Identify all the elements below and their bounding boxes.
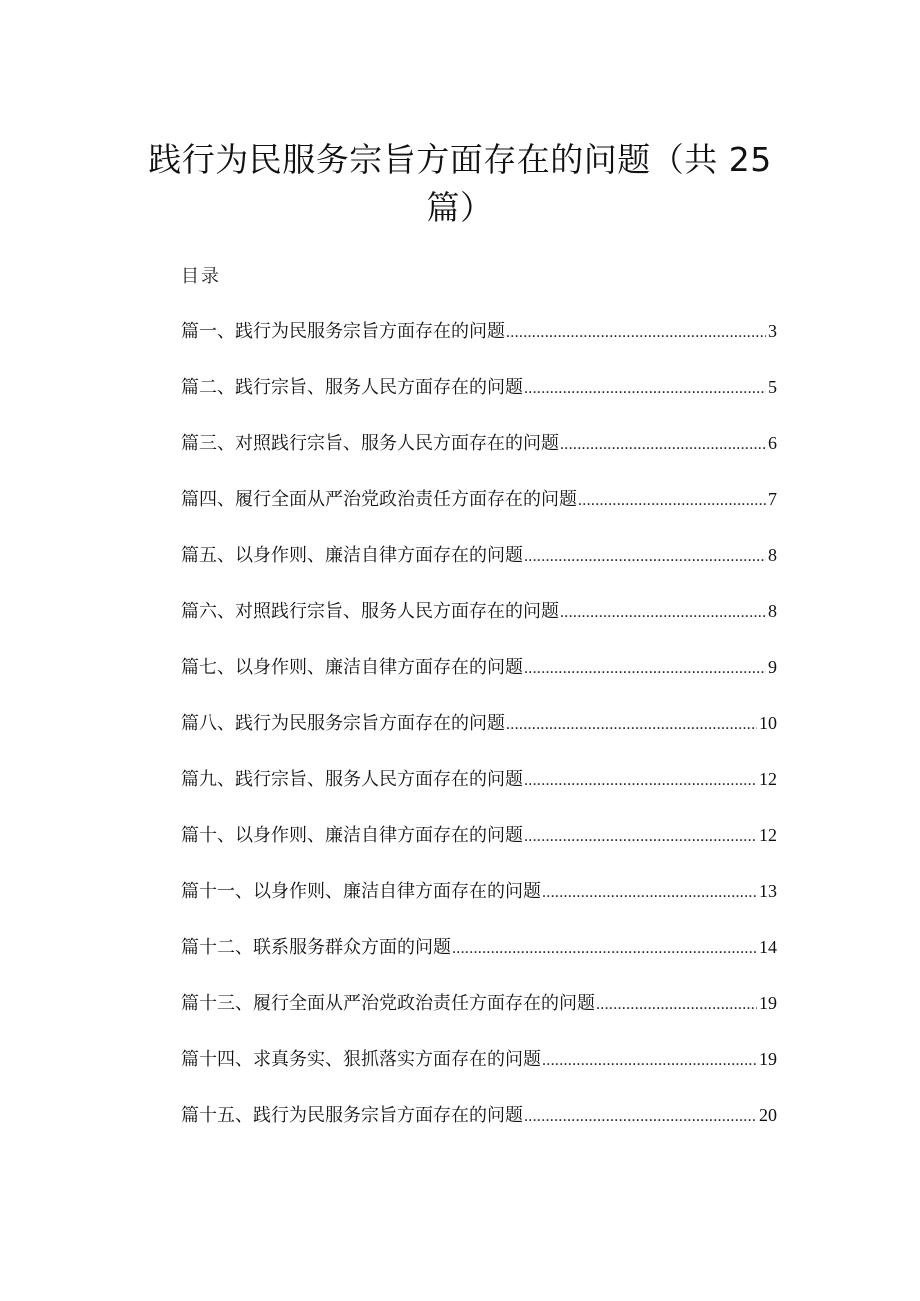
toc-entry-label: 篇一、践行为民服务宗旨方面存在的问题: [181, 321, 505, 342]
toc-entry-label: 篇十五、践行为民服务宗旨方面存在的问题: [181, 1105, 523, 1126]
toc-page-number: 19: [759, 993, 777, 1013]
toc-page-number: 12: [759, 769, 777, 789]
toc-entry-label: 篇十四、求真务实、狠抓落实方面存在的问题: [181, 1049, 541, 1070]
toc-entry-2[interactable]: [181, 371, 777, 427]
toc-page-number: 6: [768, 433, 777, 453]
toc-entry-1[interactable]: [181, 315, 777, 371]
toc-dot-leader: [452, 933, 757, 965]
toc-page-number: 19: [759, 1049, 777, 1069]
toc-dot-leader: [524, 541, 766, 573]
toc-entry-label: 篇十三、履行全面从严治党政治责任方面存在的问题: [181, 993, 595, 1014]
toc-page-number: 12: [759, 825, 777, 845]
toc-entry-10[interactable]: [181, 819, 777, 875]
toc-entry-label: 篇二、践行宗旨、服务人民方面存在的问题: [181, 377, 523, 398]
toc-dot-leader: [560, 429, 766, 461]
toc-entry-label: 篇九、践行宗旨、服务人民方面存在的问题: [181, 769, 523, 790]
toc-page-number: 8: [768, 545, 777, 565]
toc-dot-leader: [506, 709, 757, 741]
toc-entry-5[interactable]: [181, 539, 777, 595]
toc-entry-11[interactable]: [181, 875, 777, 931]
toc-entry-13[interactable]: [181, 987, 777, 1043]
toc-entry-label: 篇三、对照践行宗旨、服务人民方面存在的问题: [181, 433, 559, 454]
toc-dot-leader: [542, 1045, 757, 1077]
toc-entry-4[interactable]: [181, 483, 777, 539]
toc-entry-label: 篇十、以身作则、廉洁自律方面存在的问题: [181, 825, 523, 846]
toc-dot-leader: [524, 373, 766, 405]
toc-page-number: 20: [759, 1105, 777, 1125]
toc-page-number: 9: [768, 657, 777, 677]
toc-entry-15[interactable]: [181, 1099, 777, 1155]
toc-dot-leader: [506, 317, 766, 349]
table-of-contents: [181, 315, 777, 1155]
toc-dot-leader: [560, 597, 766, 629]
document-title-line-2: 篇）: [426, 188, 494, 227]
document-title-line-1: 践行为民服务宗旨方面存在的问题（共 25: [148, 140, 772, 179]
toc-entry-label: 篇六、对照践行宗旨、服务人民方面存在的问题: [181, 601, 559, 622]
toc-entry-14[interactable]: [181, 1043, 777, 1099]
toc-dot-leader: [578, 485, 766, 517]
toc-page-number: 10: [759, 713, 777, 733]
toc-entry-label: 篇八、践行为民服务宗旨方面存在的问题: [181, 713, 505, 734]
toc-dot-leader: [524, 1101, 757, 1133]
toc-entry-label: 篇七、以身作则、廉洁自律方面存在的问题: [181, 657, 523, 678]
toc-dot-leader: [524, 765, 757, 797]
toc-entry-12[interactable]: [181, 931, 777, 987]
toc-entry-label: 篇四、履行全面从严治党政治责任方面存在的问题: [181, 489, 577, 510]
toc-entry-label: 篇十二、联系服务群众方面的问题: [181, 937, 451, 958]
toc-entry-3[interactable]: [181, 427, 777, 483]
toc-dot-leader: [524, 821, 757, 853]
toc-entry-8[interactable]: [181, 707, 777, 763]
toc-page-number: 7: [768, 489, 777, 509]
toc-heading: 目录: [181, 266, 221, 287]
toc-page-number: 8: [768, 601, 777, 621]
toc-dot-leader: [542, 877, 757, 909]
document-title: [140, 136, 780, 232]
toc-page-number: 13: [759, 881, 777, 901]
toc-entry-9[interactable]: [181, 763, 777, 819]
toc-page-number: 5: [768, 377, 777, 397]
toc-entry-7[interactable]: [181, 651, 777, 707]
toc-dot-leader: [524, 653, 766, 685]
toc-entry-label: 篇五、以身作则、廉洁自律方面存在的问题: [181, 545, 523, 566]
toc-page-number: 14: [759, 937, 777, 957]
toc-page-number: 3: [768, 321, 777, 341]
toc-entry-6[interactable]: [181, 595, 777, 651]
toc-entry-label: 篇十一、以身作则、廉洁自律方面存在的问题: [181, 881, 541, 902]
toc-dot-leader: [596, 989, 757, 1021]
